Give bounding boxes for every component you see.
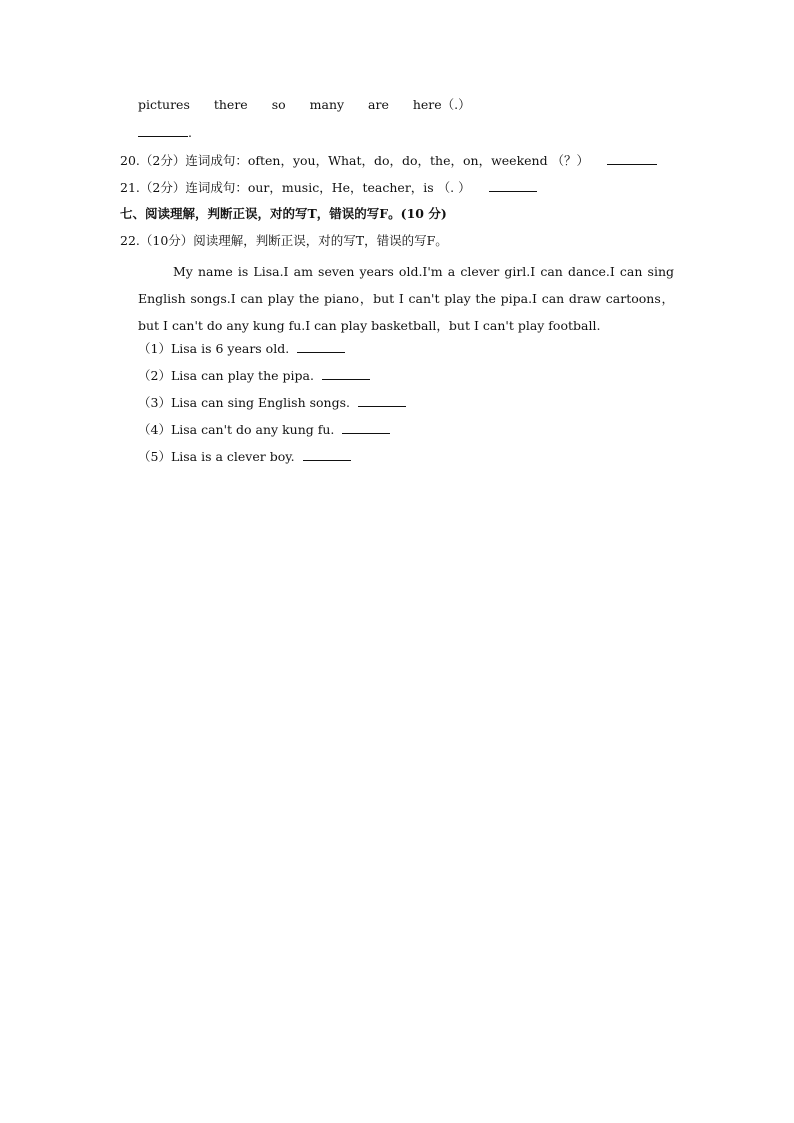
- q20-line: [120, 152, 657, 169]
- q22-item-blank[interactable]: [322, 367, 370, 380]
- reading-passage: My name is Lisa.I am seven years old.I'm a clever girl.I can dance.I can sing English songs.I can play the piano，but I can't play the pipa.I can draw cartoons，but I can't do any kung fu.I can play basketball，but I can't play football.: [138, 264, 674, 333]
- q19-word: so: [271, 97, 286, 112]
- q22-item-blank[interactable]: [358, 394, 406, 407]
- q19-word: pictures: [138, 97, 190, 112]
- section-heading: 七、阅读理解，判断正误，对的写T，错误的写F。(10 分): [120, 206, 447, 221]
- q22-prompt: 22.（10分）阅读理解，判断正误，对的写T，错误的写F。: [120, 233, 448, 248]
- q19-period: .: [188, 125, 192, 140]
- q22-item-text: （2）Lisa can play the pipa.: [138, 368, 314, 383]
- q20-text: 20.（2分）连词成句：often，you，What，do，do，the，on，weekend （？）: [120, 153, 590, 168]
- q19-word: many: [309, 97, 345, 112]
- q22-item-3: [138, 394, 406, 411]
- q21-text: 21.（2分）连词成句：our，music，He，teacher，is （. ）: [120, 180, 471, 195]
- q22-item-text: （3）Lisa can sing English songs.: [138, 395, 350, 410]
- q22-item-blank[interactable]: [303, 448, 351, 461]
- q22-item-5: [138, 448, 351, 465]
- q19-word: there: [213, 97, 248, 112]
- q22-item-blank[interactable]: [297, 340, 345, 353]
- q21-line: [120, 179, 537, 196]
- q22-item-2: [138, 367, 370, 384]
- q22-item-text: （5）Lisa is a clever boy.: [138, 449, 295, 464]
- q22-item-text: （4）Lisa can't do any kung fu.: [138, 422, 335, 437]
- q22-item-1: [138, 340, 345, 357]
- q19-word-list: [138, 97, 471, 113]
- q19-answer-blank[interactable]: [138, 124, 188, 137]
- q21-answer-blank[interactable]: [489, 179, 537, 192]
- q22-item-4: [138, 421, 390, 438]
- q22-item-blank[interactable]: [342, 421, 390, 434]
- q19-answer-line: [138, 124, 192, 141]
- q19-word: here（.）: [412, 97, 471, 112]
- q19-word: are: [368, 97, 389, 112]
- q22-item-text: （1）Lisa is 6 years old.: [138, 341, 290, 356]
- q20-answer-blank[interactable]: [607, 152, 657, 165]
